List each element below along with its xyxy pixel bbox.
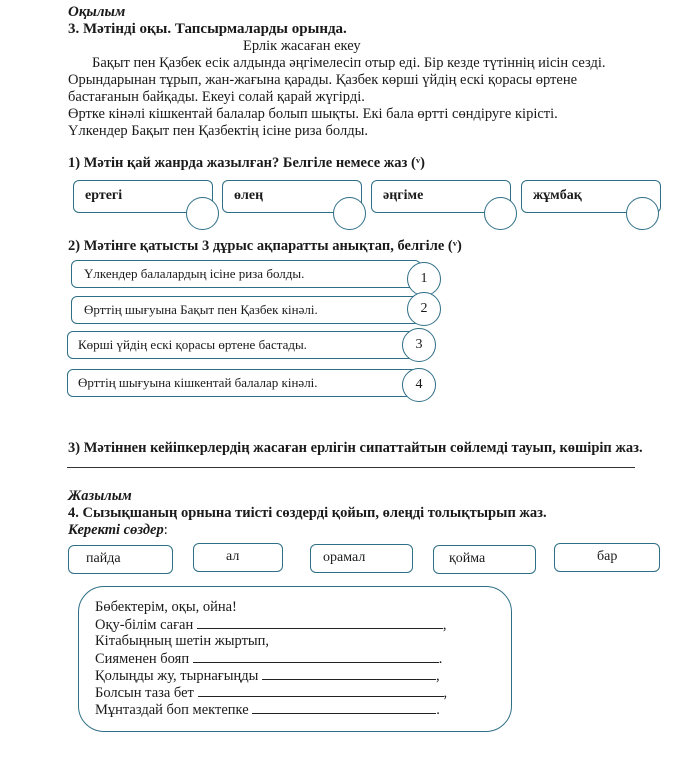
poem-line-punct: .: [436, 702, 440, 718]
reading-task-title: 3. Мәтінді оқы. Тапсырмаларды орында.: [68, 21, 347, 37]
words-label-colon: :: [163, 522, 168, 538]
poem-blank-4[interactable]: [198, 684, 444, 697]
poem-line-text: Қолыңды жу, тырнағыңды: [95, 668, 259, 684]
question3-answer-line[interactable]: [67, 467, 635, 468]
poem-line-text: Сияменен бояп: [95, 651, 190, 667]
poem-line-punct: .: [438, 651, 443, 667]
poem-line-punct: ,: [442, 617, 447, 633]
question2-prompt: 2) Мәтінге қатысты 3 дұрыс ақпаратты анықтап, белгіле (ᵛ): [68, 238, 462, 254]
fact-option-label: Өрттің шығуына Бақыт пен Қазбек кінәлі.: [84, 302, 318, 317]
story-line: бастағанын байқады. Екеуі солай қарай жүгірді.: [68, 89, 365, 105]
words-label: Керекті сөздер: [68, 522, 164, 538]
story-line: Бақыт пен Қазбек есік алдында әңгімелесіп отыр еді. Бір кезде түтіннің иісін сезді.: [92, 55, 606, 71]
genre-option-label: ертегі: [85, 188, 123, 203]
genre-checkbox-zhumbak[interactable]: [626, 197, 659, 230]
word-chip-oramal[interactable]: [310, 544, 413, 573]
story-title: Ерлік жасаған екеу: [243, 38, 361, 54]
fact-option-1[interactable]: [71, 260, 421, 288]
poem-line-punct: ,: [436, 668, 440, 684]
word-chip-label: қойма: [449, 551, 486, 566]
poem-blank-5[interactable]: [252, 701, 436, 714]
word-chip-label: орамал: [323, 550, 366, 565]
question1-prompt: 1) Мәтін қай жанрда жазылған? Белгіле немесе жаз (ᵛ): [68, 155, 425, 171]
genre-option-label: өлең: [234, 188, 264, 203]
genre-option-label: жұмбақ: [533, 188, 582, 203]
reading-section-label: Оқылым: [68, 4, 126, 20]
poem-line: [95, 633, 269, 650]
poem-line: [95, 650, 442, 668]
genre-checkbox-angime[interactable]: [484, 197, 517, 230]
poem-line-text: Оқу-білім саған: [95, 617, 194, 633]
words-label-row: [68, 522, 168, 539]
question3-prompt: 3) Мәтіннен кейіпкерлердің жасаған ерлігін сипаттайтын сөйлемді тауып, көшіріп жаз.: [68, 440, 643, 456]
poem-line: [95, 616, 447, 634]
story-line: Өртке кінәлі кішкентай балалар болып шықты. Екі бала өртті сөндіруге кірісті.: [68, 106, 558, 122]
word-chip-paida[interactable]: [68, 545, 173, 574]
fact-option-label: Үлкендер балалардың ісіне риза болды.: [84, 266, 305, 281]
word-chip-label: бар: [597, 549, 618, 564]
writing-section-label: Жазылым: [68, 488, 132, 504]
word-chip-al[interactable]: [193, 543, 283, 572]
poem-blank-1[interactable]: [197, 616, 443, 629]
genre-checkbox-ertegi[interactable]: [186, 197, 219, 230]
fact-number-circle-3[interactable]: 3: [402, 328, 436, 362]
fact-number-circle-2[interactable]: 2: [407, 292, 441, 326]
poem-line-text: Бөбектерім, оқы, ойна!: [95, 599, 237, 615]
poem-line: [95, 667, 440, 685]
genre-checkbox-olen[interactable]: [333, 197, 366, 230]
word-chip-bar[interactable]: [554, 543, 660, 572]
poem-blank-2[interactable]: [193, 650, 439, 663]
story-line: Үлкендер Бақыт пен Қазбектің ісіне риза болды.: [68, 123, 368, 139]
poem-line: [95, 599, 237, 616]
poem-line-text: Мұнтаздай боп мектепке: [95, 702, 249, 718]
story-line: Орындарынан тұрып, жан-жағына қарады. Қазбек көрші үйдің ескі қорасы өртене: [68, 72, 578, 88]
fact-option-label: Көрші үйдің ескі қорасы өртене бастады.: [78, 337, 307, 352]
fact-option-4[interactable]: [67, 369, 417, 397]
writing-task-title: 4. Сызықшаның орнына тиісті сөздерді қойып, өлеңді толықтырып жаз.: [68, 505, 547, 521]
fact-option-label: Өрттің шығуына кішкентай балалар кінәлі.: [78, 375, 318, 390]
poem-line-text: Болсын таза бет: [95, 685, 194, 701]
fact-option-3[interactable]: [67, 331, 417, 359]
poem-blank-3[interactable]: [262, 667, 436, 680]
poem-line: [95, 684, 447, 702]
poem-line-text: Кітабыңның шетін жыртып,: [95, 633, 270, 649]
word-chip-koima[interactable]: [433, 545, 536, 574]
genre-option-label: әңгіме: [383, 188, 424, 203]
fact-number-circle-4[interactable]: 4: [402, 368, 436, 402]
fact-number-circle-1[interactable]: 1: [407, 262, 441, 296]
fact-option-2[interactable]: [71, 296, 421, 324]
poem-line-punct: ,: [443, 685, 448, 701]
word-chip-label: ал: [226, 549, 240, 564]
poem-line: [95, 701, 440, 719]
word-chip-label: пайда: [86, 551, 121, 566]
poem-box: [78, 586, 512, 732]
